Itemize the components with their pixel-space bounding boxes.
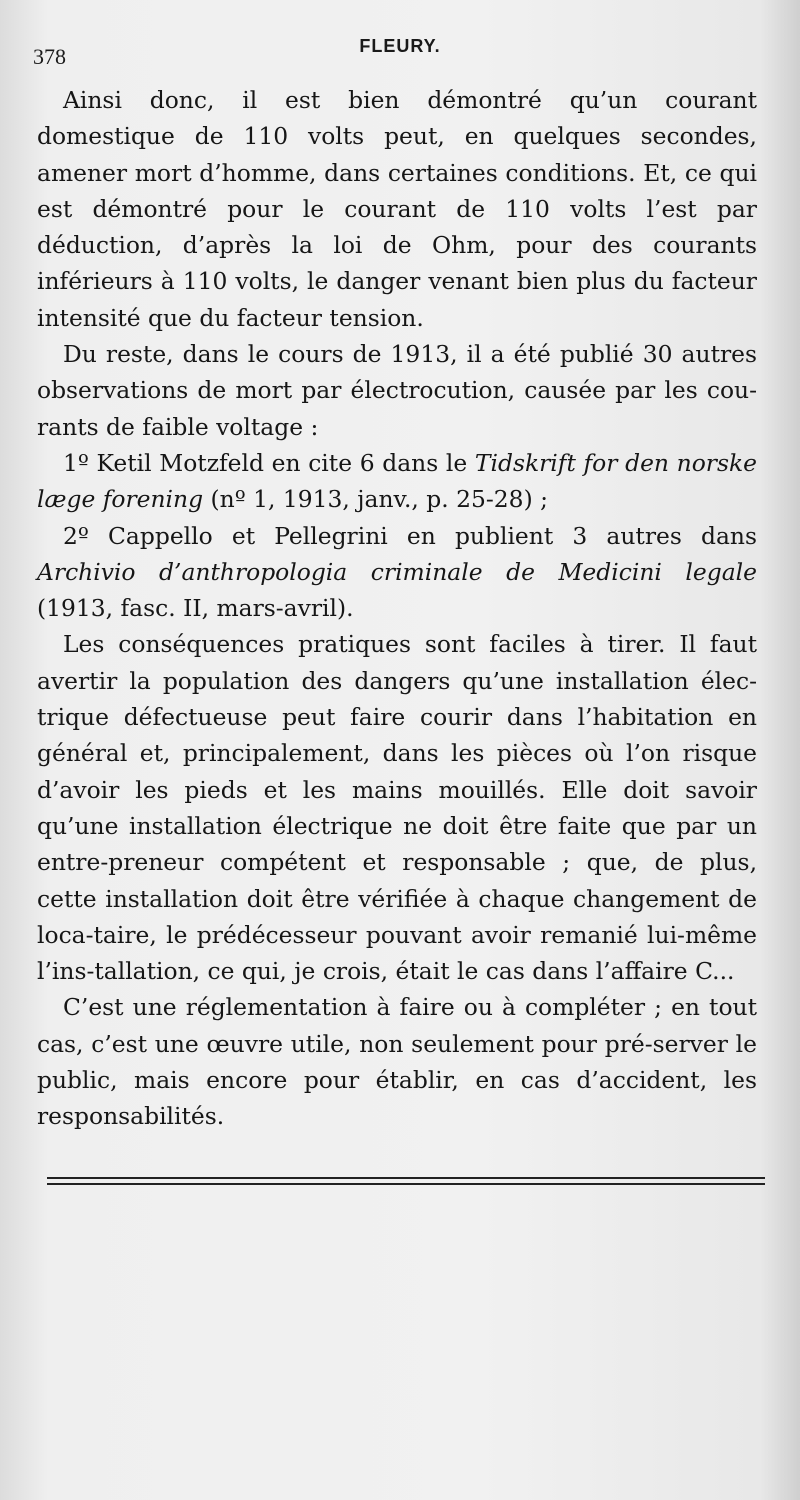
running-head: FLEURY. <box>359 36 441 56</box>
paragraph-cappello <box>37 518 757 627</box>
paragraph-regulation: C’est une réglementation à faire ou à compléter ; en tout cas, c’est une œuvre utile, non seulement pour pré-server le public, mais encore pour établir, en cas d’accident, les responsabilités. <box>37 993 757 1131</box>
journal-title-tidskrift: Tidskrift for den norske læge forening <box>37 448 757 514</box>
paragraph-conclusion: Ainsi donc, il est bien démontré qu’un courant domestique de 110 volts peut, en quelques secondes, amener mort d’homme, dans certaines conditions. Et, ce qui est démontré pour le courant de 110 volts l’est par déduction, d’après la loi de Ohm, pour des courants inférieurs à 110 volts, le danger venant bien plus du facteur intensité que du facteur tension. <box>37 86 757 332</box>
body-text <box>37 82 757 1135</box>
paragraph-consequences: Les conséquences pratiques sont faciles à tirer. Il faut avertir la population des dangers qu’une installation élec-trique défectueuse peut faire courir dans l’habitation en général et, principalement, dans les pièces où l’on risque d’avoir les pieds et les mains mouillés. Elle doit savoir qu’une installation électrique ne doit être faite que par un entre-preneur compétent et responsable ; que, de plus, cette installation doit être vérifiée à chaque changement de loca-taire, le prédécesseur pouvant avoir remanié lui-même l’ins-tallation, ce qui, je crois, était le cas dans l’affaire C... <box>37 630 757 986</box>
paragraph-motzfeld <box>37 445 757 518</box>
cappello-citation: (1913, fasc. II, mars-avril). <box>37 594 354 623</box>
journal-title-archivio: Archivio d’anthropologia criminale de Medicini legale <box>37 557 757 586</box>
rule-line-bottom <box>47 1183 765 1185</box>
rule-line-top <box>47 1177 765 1179</box>
page-number: 378 <box>33 44 66 69</box>
paragraph-observations: Du reste, dans le cours de 1913, il a été publié 30 autres observations de mort par électrocution, causée par les cou-rants de faible voltage : <box>37 340 757 441</box>
motzfeld-citation: (nº 1, 1913, janv., p. 25-28) ; <box>203 485 549 514</box>
cappello-text: 2º Cappello et Pellegrini en publient 3 autres dans <box>63 521 757 550</box>
motzfeld-text: 1º Ketil Motzfeld en cite 6 dans le <box>63 448 475 477</box>
end-rule <box>47 1177 765 1186</box>
